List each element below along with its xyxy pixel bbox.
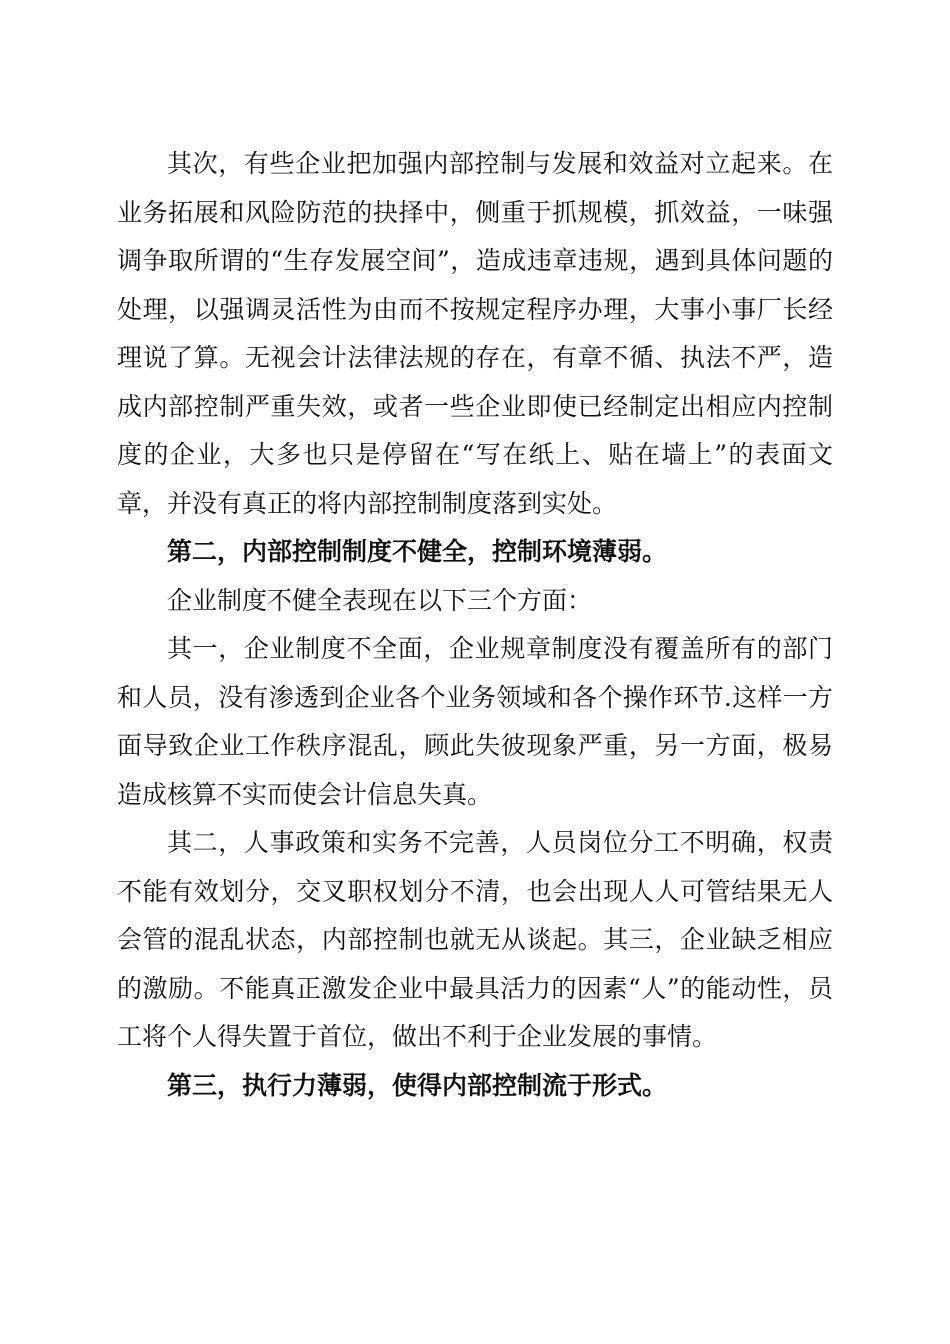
paragraph-1: 其次，有些企业把加强内部控制与发展和效益对立起来。在业务拓展和风险防范的抉择中，侧重于抓规模，抓效益，一味强调争取所谓的“生存发展空间”，造成违章违规，遇到具体问题的处理，以强调灵活性为由而不按规定程序办理，大事小事厂长经理说了算。无视会计法律法规的存在，有章不循、执法不严，造成内部控制严重失效，或者一些企业即使已经制定出相应内控制度的企业，大多也只是停留在“写在纸上、贴在墙上”的表面文章，并没有真正的将内部控制制度落到实处。: [117, 149, 833, 518]
paragraph-3: 企业制度不健全表现在以下三个方面：: [167, 585, 593, 615]
section-heading-2: 第二，内部控制制度不健全，控制环境薄弱。: [167, 537, 668, 566]
section-heading-6: 第三，执行力薄弱，使得内部控制流于形式。: [167, 1070, 668, 1100]
document-page: [117, 140, 833, 1110]
paragraph-4: 其一，企业制度不全面，企业规章制度没有覆盖所有的部门和人员，没有渗透到企业各个业务领域和各个操作环节.这样一方面导致企业工作秩序混乱，顾此失彼现象严重，另一方面，极易造成核算不实而使会计信息失真。: [117, 634, 833, 809]
paragraph-5: 其二，人事政策和实务不完善，人员岗位分工不明确，权责不能有效划分，交叉职权划分不清，也会出现人人可管结果无人会管的混乱状态，内部控制也就无从谈起。其三，企业缺乏相应的激励。不能真正激发企业中最具活力的因素“人”的能动性，员工将个人得失置于首位，做出不利于企业发展的事情。: [117, 828, 833, 1051]
